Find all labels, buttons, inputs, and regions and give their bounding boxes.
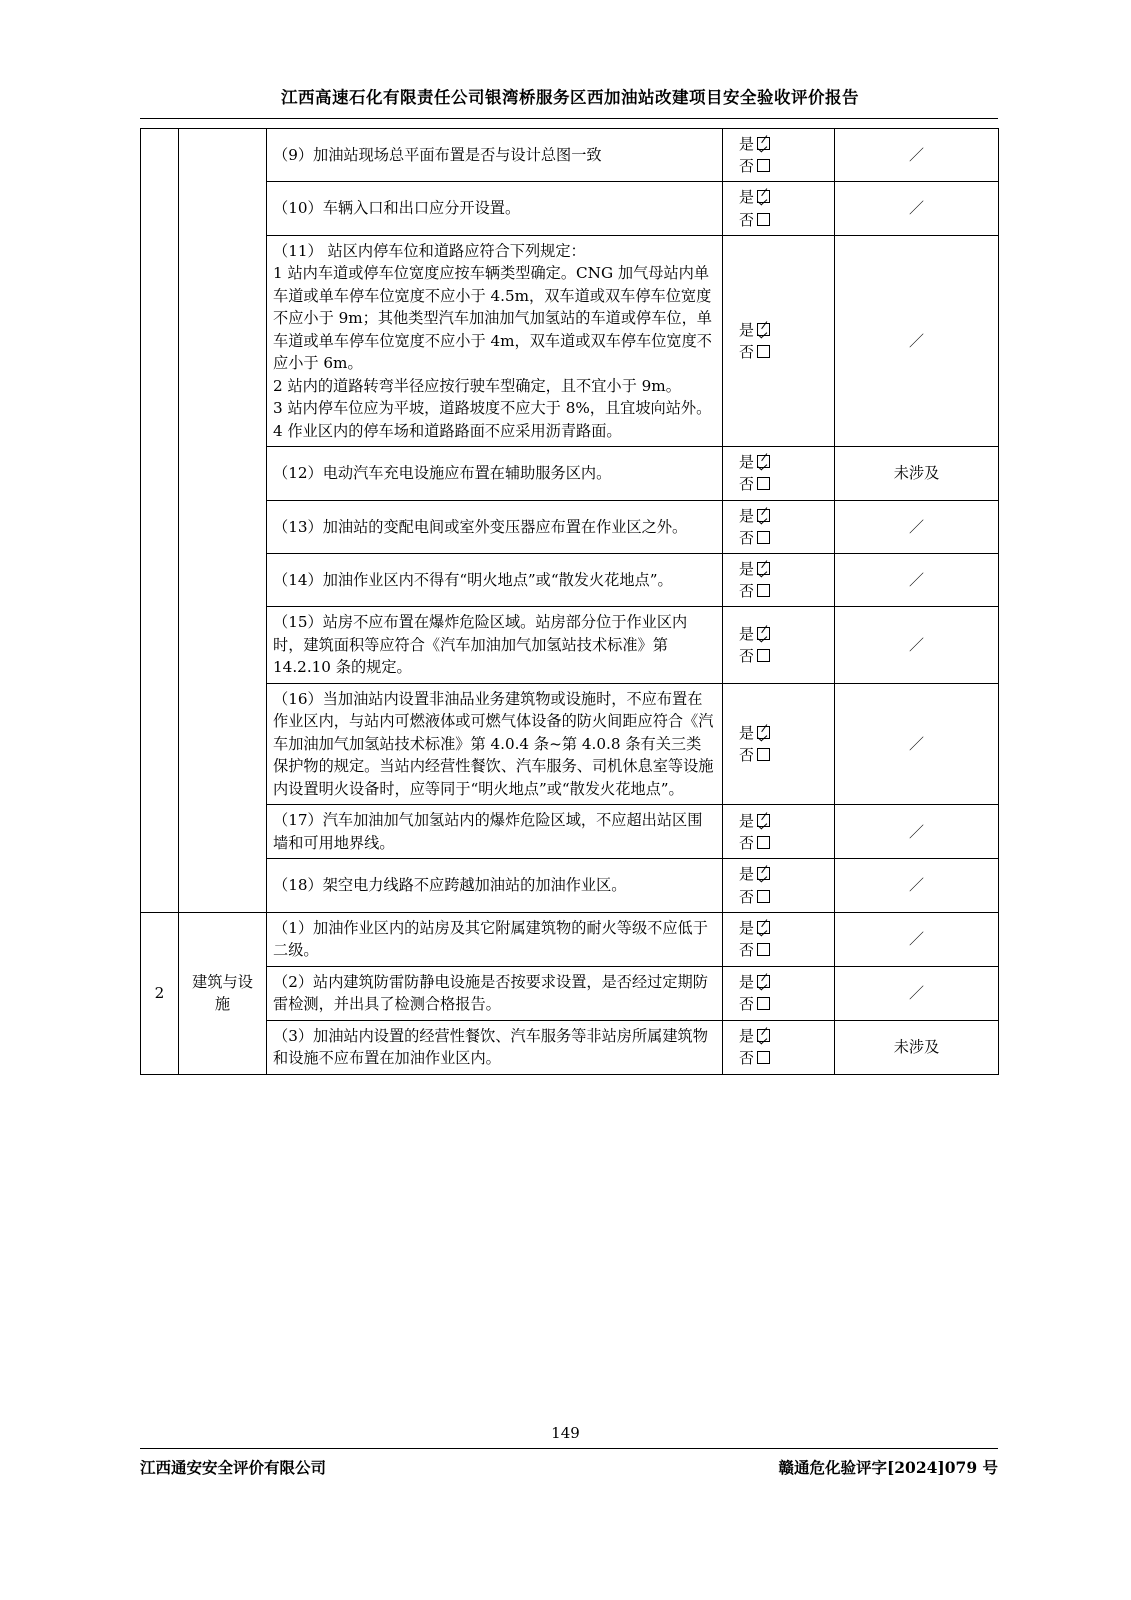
- check-yes-label: 是: [739, 135, 755, 153]
- check-yes-row[interactable]: [739, 505, 828, 527]
- table-row: [141, 912, 999, 966]
- remark-text: ／: [908, 930, 924, 948]
- remark-cell: [835, 1020, 999, 1074]
- item-text-cell: （13）加油站的变配电间或室外变压器应布置在作业区之外。: [267, 500, 723, 553]
- checkbox-yes[interactable]: [757, 627, 770, 640]
- table-row: [141, 805, 999, 859]
- remark-cell: [835, 554, 999, 607]
- check-no-row[interactable]: [739, 527, 828, 549]
- category-cell: 建筑与设施: [179, 912, 267, 1074]
- conformance-check-cell[interactable]: [723, 805, 835, 859]
- remark-cell: [835, 235, 999, 447]
- remark-text: ／: [908, 876, 924, 895]
- remark-text: ／: [908, 984, 924, 1002]
- checkbox-yes[interactable]: [757, 814, 770, 827]
- checkbox-no[interactable]: [757, 477, 770, 490]
- check-no-label: 否: [739, 582, 755, 601]
- table-row: [141, 966, 999, 1020]
- page-header: [140, 88, 1000, 108]
- check-yes-row[interactable]: [739, 863, 828, 885]
- conformance-check-cell[interactable]: [723, 182, 835, 235]
- table-row: [141, 683, 999, 805]
- conformance-check-cell[interactable]: [723, 447, 835, 500]
- row-number-cell: 2: [141, 912, 179, 1074]
- check-no-label: 否: [739, 887, 755, 906]
- check-yes-row[interactable]: [739, 917, 828, 939]
- remark-cell: [835, 129, 999, 182]
- conformance-check-cell[interactable]: [723, 1020, 835, 1074]
- check-no-label: 否: [739, 746, 755, 765]
- check-no-label: 否: [739, 833, 755, 852]
- check-no-label: 否: [739, 210, 755, 229]
- checklist-table: [140, 128, 999, 1075]
- table-row: [141, 182, 999, 235]
- item-text-cell: （9）加油站现场总平面布置是否与设计总图一致: [267, 129, 723, 182]
- check-yes-label: 是: [739, 624, 755, 643]
- item-text-cell: （11） 站区内停车位和道路应符合下列规定： 1 站内车道或停车位宽度应按车辆类型确定。CNG 加气母站内单车道或单车停车位宽度不应小于 4.5m，双车道或双车停车位宽度不应小于 9m；其他类型汽车加油加气加氢站的车道或停车位，单车道或单车停车位宽度不应小于 4m，双车道或双车停车位宽度不应小于 6m。 2 站内的道路转弯半径应按行驶车型确定，且不宜小于 9m。 3 站内停车位应为平坡，道路坡度不应大于 8%，且宜坡向站外。 4 作业区内的停车场和道路路面不应采用沥青路面。: [267, 235, 723, 447]
- check-no-row[interactable]: [739, 580, 828, 602]
- page-footer: [140, 1456, 998, 1478]
- checkbox-yes[interactable]: [757, 1029, 770, 1042]
- conformance-check-cell[interactable]: [723, 500, 835, 553]
- check-no-label: 否: [739, 647, 755, 666]
- footer-doc-code: 赣通危化验评字[2024]079 号: [778, 1458, 998, 1477]
- check-no-row[interactable]: [739, 209, 828, 231]
- checkbox-no[interactable]: [757, 890, 770, 903]
- checkbox-no[interactable]: [757, 997, 770, 1010]
- check-yes-label: 是: [739, 188, 755, 207]
- check-yes-label: 是: [739, 865, 755, 884]
- item-text-cell: （16）当加油站内设置非油品业务建筑物或设施时，不应布置在作业区内，与站内可燃液体或可燃气体设备的防火间距应符合《汽车加油加气加氢站技术标准》第 4.0.4 条~第 4.0.8 条有关三类保护物的规定。当站内经营性餐饮、汽车服务、司机休息室等设施内设置明火设备时，应等同于“明火地点”或“散发火花地点”。: [267, 683, 723, 805]
- check-yes-label: 是: [739, 723, 755, 742]
- check-no-label: 否: [739, 528, 755, 547]
- report-title: 江西高速石化有限责任公司银湾桥服务区西加油站改建项目安全验收评价报告: [281, 88, 859, 107]
- checkbox-no[interactable]: [757, 584, 770, 597]
- remark-text: ／: [908, 145, 924, 164]
- check-no-row[interactable]: [739, 744, 828, 766]
- check-yes-row[interactable]: [739, 451, 828, 473]
- item-text-cell: （14）加油作业区内不得有“明火地点”或“散发火花地点”。: [267, 554, 723, 607]
- check-yes-row[interactable]: [739, 133, 828, 155]
- remark-cell: [835, 859, 999, 912]
- checkbox-yes[interactable]: [757, 323, 770, 336]
- remark-text: ／: [908, 331, 924, 350]
- checkbox-no[interactable]: [757, 836, 770, 849]
- conformance-check-cell[interactable]: [723, 129, 835, 182]
- category-cell: [179, 129, 267, 913]
- check-no-row[interactable]: [739, 1047, 828, 1069]
- remark-text: ／: [908, 517, 924, 536]
- check-no-label: 否: [739, 157, 755, 176]
- remark-text: 未涉及: [893, 464, 940, 483]
- checkbox-no[interactable]: [757, 345, 770, 358]
- checkbox-yes[interactable]: [757, 509, 770, 522]
- checkbox-yes[interactable]: [757, 921, 770, 934]
- check-yes-label: 是: [739, 973, 755, 992]
- footer-company: 江西通安安全评价有限公司: [140, 1458, 327, 1477]
- conformance-check-cell[interactable]: [723, 683, 835, 805]
- item-text-cell: （17）汽车加油加气加氢站内的爆炸危险区域，不应超出站区围墙和可用地界线。: [267, 805, 723, 859]
- check-yes-label: 是: [739, 1027, 755, 1046]
- check-yes-row[interactable]: [739, 623, 828, 645]
- conformance-check-cell[interactable]: [723, 607, 835, 684]
- check-no-row[interactable]: [739, 939, 828, 961]
- conformance-check-cell[interactable]: [723, 912, 835, 966]
- checklist-table-body: [141, 129, 999, 1075]
- check-yes-label: 是: [739, 506, 755, 525]
- table-row: [141, 235, 999, 447]
- check-no-label: 否: [739, 941, 755, 960]
- remark-text: ／: [908, 635, 924, 654]
- remark-text: ／: [908, 570, 924, 589]
- remark-text: ／: [908, 199, 924, 218]
- item-text-cell: （15）站房不应布置在爆炸危险区域。站房部分位于作业区内时，建筑面积等应符合《汽车加油加气加氢站技术标准》第 14.2.10 条的规定。: [267, 607, 723, 684]
- remark-cell: [835, 805, 999, 859]
- checkbox-no[interactable]: [757, 159, 770, 172]
- checkbox-no[interactable]: [757, 213, 770, 226]
- remark-text: ／: [908, 734, 924, 753]
- check-yes-row[interactable]: [739, 722, 828, 744]
- table-row: [141, 1020, 999, 1074]
- remark-cell: [835, 683, 999, 805]
- remark-cell: [835, 182, 999, 235]
- table-row: [141, 607, 999, 684]
- check-yes-row[interactable]: [739, 186, 828, 208]
- item-text-cell: （10）车辆入口和出口应分开设置。: [267, 182, 723, 235]
- row-number-cell: [141, 129, 179, 913]
- checkbox-yes[interactable]: [757, 726, 770, 739]
- item-text-cell: （2）站内建筑防雷防静电设施是否按要求设置，是否经过定期防雷检测，并出具了检测合格报告。: [267, 966, 723, 1020]
- checkbox-yes[interactable]: [757, 137, 770, 150]
- checkbox-yes[interactable]: [757, 867, 770, 880]
- check-no-row[interactable]: [739, 155, 828, 177]
- check-yes-row[interactable]: [739, 810, 828, 832]
- remark-cell: [835, 500, 999, 553]
- check-no-label: 否: [739, 1049, 755, 1068]
- checkbox-no[interactable]: [757, 748, 770, 761]
- check-no-row[interactable]: [739, 993, 828, 1015]
- remark-text: 未涉及: [893, 1038, 940, 1056]
- check-no-label: 否: [739, 995, 755, 1014]
- table-row: [141, 859, 999, 912]
- checkbox-no[interactable]: [757, 531, 770, 544]
- check-yes-row[interactable]: [739, 1025, 828, 1047]
- checkbox-yes[interactable]: [757, 190, 770, 203]
- check-yes-label: 是: [739, 919, 755, 938]
- table-row: [141, 447, 999, 500]
- checkbox-no[interactable]: [757, 943, 770, 956]
- check-no-label: 否: [739, 475, 755, 494]
- table-row: [141, 129, 999, 182]
- remark-cell: [835, 966, 999, 1020]
- check-no-label: 否: [739, 343, 755, 361]
- checkbox-no[interactable]: [757, 649, 770, 662]
- check-no-row[interactable]: [739, 645, 828, 667]
- check-yes-row[interactable]: [739, 971, 828, 993]
- checkbox-yes[interactable]: [757, 975, 770, 988]
- checkbox-yes[interactable]: [757, 455, 770, 468]
- check-yes-label: 是: [739, 811, 755, 830]
- check-no-row[interactable]: [739, 341, 828, 363]
- checkbox-yes[interactable]: [757, 562, 770, 575]
- remark-text: ／: [908, 822, 924, 841]
- check-yes-row[interactable]: [739, 558, 828, 580]
- check-no-row[interactable]: [739, 832, 828, 854]
- page-number: 149: [551, 1424, 580, 1442]
- check-yes-row[interactable]: [739, 319, 828, 341]
- check-yes-label: 是: [739, 453, 755, 472]
- table-row: [141, 554, 999, 607]
- checkbox-no[interactable]: [757, 1051, 770, 1064]
- item-text-cell: （1）加油作业区内的站房及其它附属建筑物的耐火等级不应低于二级。: [267, 912, 723, 966]
- table-row: [141, 500, 999, 553]
- check-yes-label: 是: [739, 560, 755, 578]
- item-text-cell: （3）加油站内设置的经营性餐饮、汽车服务等非站房所属建筑物和设施不应布置在加油作业区内。: [267, 1020, 723, 1074]
- conformance-check-cell[interactable]: [723, 859, 835, 912]
- remark-cell: [835, 447, 999, 500]
- check-yes-label: 是: [739, 320, 755, 339]
- conformance-check-cell[interactable]: [723, 966, 835, 1020]
- conformance-check-cell[interactable]: [723, 235, 835, 447]
- remark-cell: [835, 912, 999, 966]
- footer-divider: [140, 1448, 998, 1449]
- item-text-cell: （18）架空电力线路不应跨越加油站的加油作业区。: [267, 859, 723, 912]
- remark-cell: [835, 607, 999, 684]
- check-no-row[interactable]: [739, 473, 828, 495]
- conformance-check-cell[interactable]: [723, 554, 835, 607]
- header-divider: [140, 118, 998, 119]
- item-text-cell: （12）电动汽车充电设施应布置在辅助服务区内。: [267, 447, 723, 500]
- check-no-row[interactable]: [739, 886, 828, 908]
